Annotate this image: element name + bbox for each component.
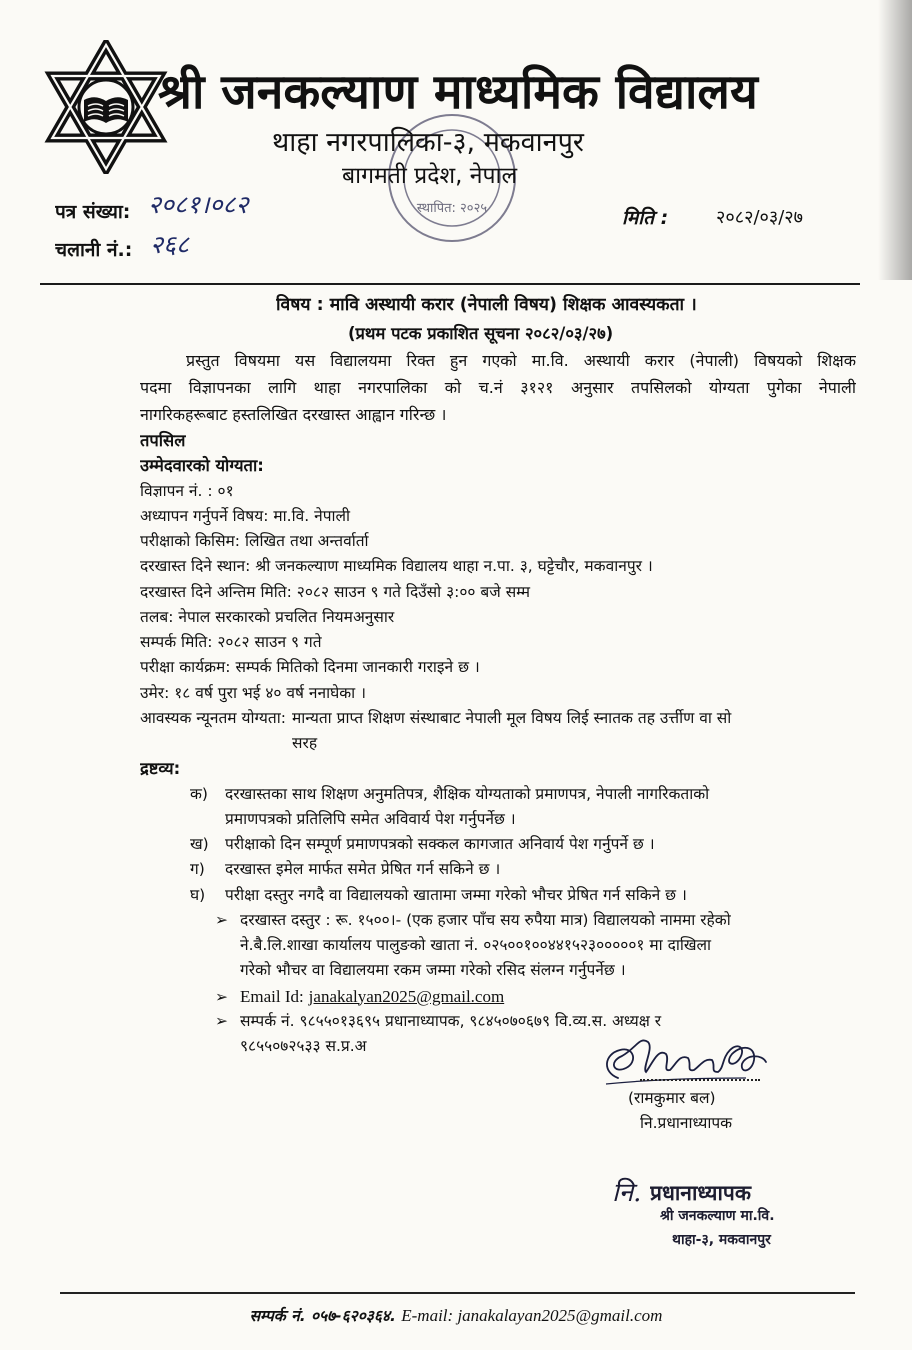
detail-item: अध्यापन गर्नुपर्ने विषय: मा.वि. नेपाली [140,506,351,525]
notes-heading: द्रष्टव्य: [140,759,181,779]
dispatch-number-label: चलानी नं.: [55,239,133,261]
footer-divider [60,1292,855,1294]
note-marker: घ) [190,885,206,904]
signature-dotted-line [640,1079,760,1081]
min-qualification-value-cont: सरह [292,734,318,752]
fee-text: दरखास्त दस्तुर : रू. १५००।- (एक हजार पाँच सय रुपैया मात्र) विद्यालयको नाममा रहेको [240,910,731,929]
detail-item: तलब: नेपाल सरकारको प्रचलित नियमअनुसार [140,607,395,626]
subject-title: विषय : मावि अस्थायी करार (नेपाली विषय) शिक्षक आवस्यकता । [276,295,697,315]
arrow-bullet-icon: ➢ [215,987,228,1006]
address-line-2: बागमती प्रदेश, नेपाल [342,163,518,189]
school-logo-star-icon [40,40,172,174]
note-text: दरखास्तका साथ शिक्षण अनुमतिपत्र, शैक्षिक योग्यताको प्रमाणपत्र, नेपाली नागरिकताको [225,784,710,803]
intro-paragraph [140,347,856,428]
note-item [140,883,856,908]
date-label: मिति : [622,207,669,229]
subject-subtitle: (प्रथम पटक प्रकाशित सूचना २०८२/०३/२७) [348,324,614,343]
email-address: janakalyan2025@gmail.com [308,986,505,1006]
details-section [140,428,856,1059]
footer [0,1303,912,1329]
detail-item: उमेर: १८ वर्ष पुरा भई ४० वर्ष ननाघेका । [140,683,366,702]
stamp-address: थाहा-३, मकवानपुर [672,1232,771,1248]
stamp-title: प्रधानाध्यापक [650,1181,751,1205]
dispatch-number-value: २६८ [150,230,190,259]
schedule-heading: तपसिल [140,431,186,450]
arrow-bullet-icon: ➢ [215,910,228,929]
fee-bullet [140,908,856,933]
min-qualification-item [140,706,856,731]
qualification-heading: उम्मेदवारको योग्यता: [140,456,264,476]
intro-line: प्रस्तुत विषयमा यस विद्यालयमा रिक्त हुन गएको मा.वि. अस्थायी करार (नेपाली) विषयको शिक्षक [186,351,856,370]
detail-item: विज्ञापन नं. : ०१ [140,481,234,500]
note-text: परीक्षा दस्तुर नगदै वा विद्यालयको खातामा जम्मा गरेको भौचर प्रेषित गर्न सकिने छ । [225,885,687,904]
email-label: Email Id: [240,986,304,1006]
signatory-name: (रामकुमार बल) [628,1089,716,1107]
detail-item: दरखास्त दिने स्थान: श्री जनकल्याण माध्यमिक विद्यालय थाहा न.पा. ३, घट्टेचौर, मकवानपुर । [140,557,653,576]
contact-text: सम्पर्क नं. ९८५५०१३६९५ प्रधानाध्यापक, ९८४५०७०६७९ वि.व्य.स. अध्यक्ष र [240,1011,662,1030]
note-item [140,832,856,857]
intro-line: पदमा विज्ञापनका लागि थाहा नगरपालिका को च.नं ३१२१ अनुसार तपसिलको योग्यता पुगेका नेपाली [140,378,856,397]
note-text-cont: प्रमाणपत्रको प्रतिलिपि समेत अविवार्य पेश गर्नुपर्नेछ । [225,809,516,828]
note-marker: ग) [190,860,205,879]
intro-line: नागरिकहरूबाट हस्तलिखित दरखास्त आह्वान गरिन्छ । [140,405,447,424]
fee-text-cont: ने.बै.लि.शाखा कार्यालय पालुङको खाता नं. ०२५००१००४४१५२३०००००१ मा दाखिला [240,936,712,954]
note-item [140,857,856,882]
header-divider [40,283,860,285]
footer-contact: सम्पर्क नं. ०५७-६२०३६४. [249,1307,396,1325]
stamp-school: श्री जनकल्याण मा.वि. [660,1208,775,1224]
scan-edge-shadow [878,0,912,280]
stamp-handwritten-prefix: नि. [612,1178,642,1208]
school-name: श्री जनकल्याण माध्यमिक विद्यालय [158,64,758,120]
date-value: २०८२/०३/२७ [716,207,804,228]
detail-item: परीक्षा कार्यक्रम: सम्पर्क मितिको दिनमा जानकारी गराइने छ । [140,658,480,677]
note-marker: ख) [190,835,209,853]
note-marker: क) [190,784,208,803]
detail-item: सम्पर्क मिति: २०८२ साउन ९ गते [140,633,322,651]
note-item [140,782,856,807]
seal-established-text: स्थापित: २०२५ [416,201,488,216]
signature-stroke [607,1040,766,1078]
email-bullet [140,984,856,1009]
detail-item: परीक्षाको किसिम: लिखित तथा अन्तर्वार्ता [140,532,369,550]
note-text: दरखास्त इमेल मार्फत समेत प्रेषित गर्न सकिने छ । [225,860,501,879]
fee-text-cont: गरेको भौचर वा विद्यालयमा रकम जम्मा गरेको रसिद संलग्न गर्नुपर्नेछ । [240,961,626,980]
letter-number-label: पत्र संख्या: [55,201,131,223]
signatory-title: नि.प्रधानाध्यापक [640,1114,733,1132]
note-text: परीक्षाको दिन सम्पूर्ण प्रमाणपत्रको सक्कल कागजात अनिवार्य पेश गर्नुपर्ने छ । [225,835,655,853]
footer-email: E-mail: janakalayan2025@gmail.com [401,1306,663,1325]
min-qualification-label: आवस्यक न्यूनतम योग्यता: [140,708,286,727]
address-line-1: थाहा नगरपालिका-३, मकवानपुर [272,127,584,158]
contact-text-cont: ९८५५०७२५३३ स.प्र.अ [240,1037,367,1055]
detail-item: दरखास्त दिने अन्तिम मिति: २०८२ साउन ९ गते दिउँसो ३:०० बजे सम्म [140,582,531,601]
min-qualification-value: मान्यता प्राप्त शिक्षण संस्थाबाट नेपाली मूल विषय लिई स्नातक तह उर्त्तीण वा सो [292,708,732,727]
arrow-bullet-icon: ➢ [215,1011,228,1030]
letter-number-value: २०८१।०८२ [148,190,249,219]
